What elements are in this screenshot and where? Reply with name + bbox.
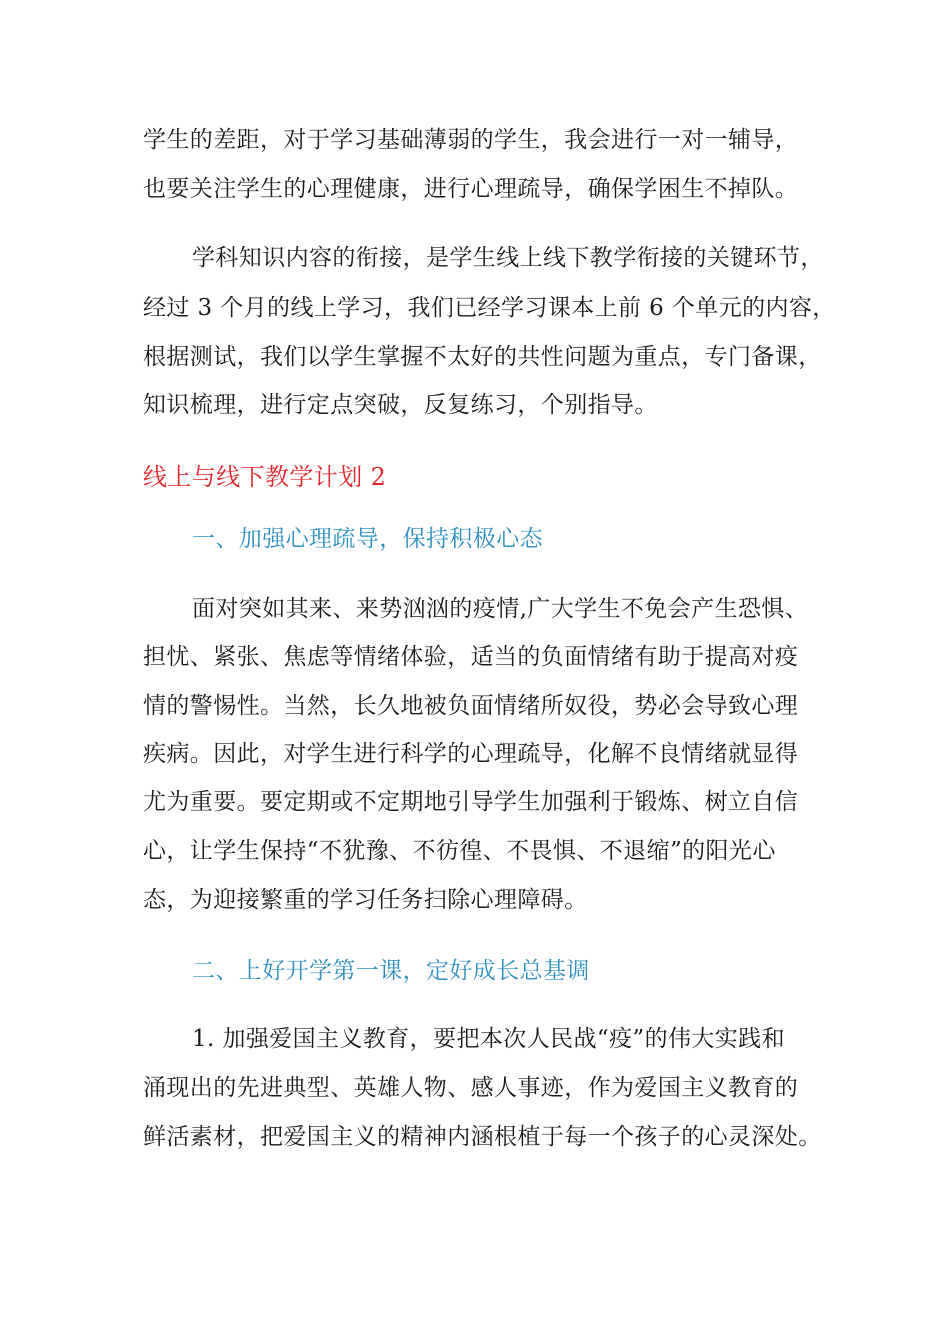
paragraph-line: 尤为重要。要定期或不定期地引导学生加强利于锻炼、树立自信 [143, 789, 799, 815]
paragraph-line: 情的警惕性。当然，长久地被负面情绪所奴役，势必会导致心理 [143, 693, 799, 719]
paragraph-line: 态，为迎接繁重的学习任务扫除心理障碍。 [143, 887, 588, 913]
section-title: 线上与线下教学计划 2 [143, 463, 387, 491]
paragraph-line: 疾病。因此，对学生进行科学的心理疏导，化解不良情绪就显得 [143, 741, 799, 767]
paragraph-line: 也要关注学生的心理健康，进行心理疏导，确保学困生不掉队。 [143, 176, 799, 202]
paragraph-line: 经过 3 个月的线上学习，我们已经学习课本上前 6 个单元的内容， [143, 295, 836, 321]
paragraph-line: 涌现出的先进典型、英雄人物、感人事迹，作为爱国主义教育的 [143, 1075, 799, 1101]
paragraph-line: 知识梳理，进行定点突破，反复练习，个别指导。 [143, 392, 658, 418]
paragraph-line: 心，让学生保持“不犹豫、不彷徨、不畏惧、不退缩”的阳光心 [143, 838, 776, 864]
heading-2: 二、上好开学第一课，定好成长总基调 [192, 958, 590, 984]
heading-1: 一、加强心理疏导，保持积极心态 [192, 526, 543, 552]
paragraph-line: 面对突如其来、来势汹汹的疫情,广大学生不免会产生恐惧、 [192, 596, 809, 622]
paragraph-line: 担忧、紧张、焦虑等情绪体验，适当的负面情绪有助于提高对疫 [143, 644, 799, 670]
paragraph-line: 学生的差距，对于学习基础薄弱的学生，我会进行一对一辅导， [143, 127, 799, 153]
paragraph-line: 学科知识内容的衔接，是学生线上线下教学衔接的关键环节， [192, 245, 824, 271]
paragraph-line: 1. 加强爱国主义教育，要把本次人民战“疫”的伟大实践和 [192, 1026, 785, 1052]
paragraph-line: 鲜活素材，把爱国主义的精神内涵根植于每一个孩子的心灵深处。 [143, 1124, 822, 1150]
paragraph-line: 根据测试，我们以学生掌握不太好的共性问题为重点，专门备课， [143, 344, 822, 370]
